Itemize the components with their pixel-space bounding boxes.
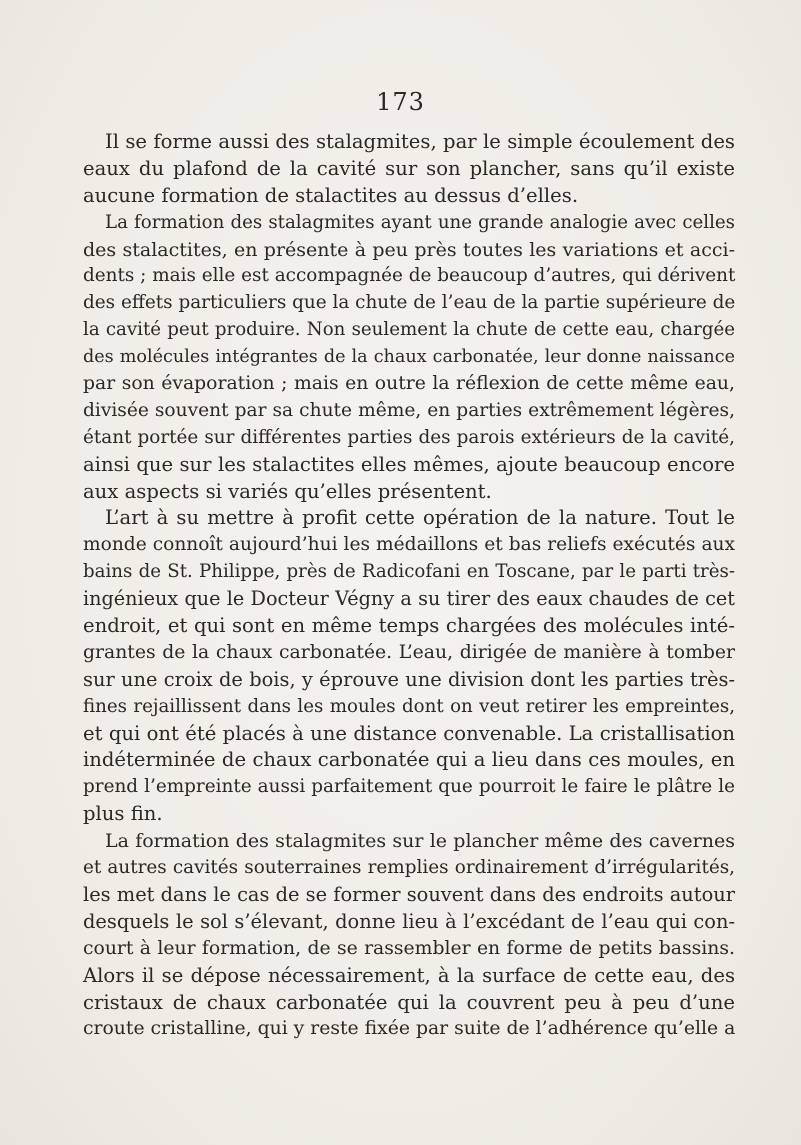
text-line: indéterminée de chaux carbonatée qui a lieu dans ces moules, en xyxy=(83,748,735,772)
text-line: la cavité peut produire. Non seulement la chute de cette eau, chargée xyxy=(83,319,735,341)
text-line: des effets particuliers que la chute de l’eau de la partie supérieure de xyxy=(83,292,736,314)
text-line: grantes de la chaux carbonatée. L’eau, dirigée de manière à tomber xyxy=(83,641,735,663)
text-line: cristaux de chaux carbonatée qui la couvrent peu à peu d’une xyxy=(83,990,735,1014)
text-line: sur une croix de bois, y éprouve une division dont les parties très- xyxy=(83,667,735,691)
body-text xyxy=(83,129,735,1043)
text-line: et autres cavités souterraines remplies ordinairement d’irrégularités, xyxy=(83,857,735,879)
text-line: par son évaporation ; mais en outre la réflexion de cette même eau, xyxy=(83,373,735,395)
text-line: aux aspects si variés qu’elles présentent. xyxy=(83,479,492,503)
text-line: croute cristalline, qui y reste fixée par suite de l’adhérence qu’elle a xyxy=(83,1018,736,1040)
text-line: monde connoît aujourd’hui les médaillons et bas reliefs exécutés aux xyxy=(83,534,735,556)
text-line: des stalactites, en présente à peu près toutes les variations et acci- xyxy=(83,238,735,261)
text-line: les met dans le cas de se former souvent dans des endroits autour xyxy=(83,882,735,906)
text-line: divisée souvent par sa chute même, en parties extrêmement légères, xyxy=(83,399,735,421)
text-line: et qui ont été placés à une distance convenable. La cristallisation xyxy=(83,721,735,745)
text-line: dents ; mais elle est accompagnée de beaucoup d’autres, qui dérivent xyxy=(83,265,736,287)
text-line: L’art à su mettre à profit cette opération de la nature. Tout le xyxy=(105,506,735,530)
text-line: des molécules intégrantes de la chaux carbonatée, leur donne naissance xyxy=(83,347,735,368)
text-line: court à leur formation, de se rassembler en forme de petits bassins. xyxy=(83,937,735,959)
text-line: fines rejaillissent dans les moules dont on veut retirer les empreintes, xyxy=(83,695,735,717)
text-line: prend l’empreinte aussi parfaitement que pourroit le faire le plâtre le xyxy=(83,776,735,798)
text-line: bains de St. Philippe, près de Radicofani en Toscane, par le parti très- xyxy=(83,561,735,583)
text-line: endroit, et qui sont en même temps chargées des molécules inté- xyxy=(83,614,735,638)
text-line: desquels le sol s’élevant, donne lieu à l’excédant de l’eau qui con- xyxy=(83,909,735,933)
text-line: plus fin. xyxy=(83,802,163,826)
text-line: aucune formation de stalactites au dessus d’elles. xyxy=(83,183,579,207)
text-line: La formation des stalagmites ayant une grande analogie avec celles xyxy=(105,211,735,233)
page-number: 173 xyxy=(376,88,425,116)
text-line: ingénieux que le Docteur Végny a su tirer des eaux chaudes de cet xyxy=(83,587,735,611)
text-line: Alors il se dépose nécessairement, à la surface de cette eau, des xyxy=(83,963,735,987)
text-line: ainsi que sur les stalactites elles mêmes, ajoute beaucoup encore xyxy=(83,452,735,476)
text-line: Il se forme aussi des stalagmites, par le simple écoulement des xyxy=(105,130,735,153)
text-line: eaux du plafond de la cavité sur son plancher, sans qu’il existe xyxy=(83,156,735,180)
text-line: étant portée sur différentes parties des parois extérieurs de la cavité, xyxy=(83,426,735,448)
text-line: La formation des stalagmites sur le plancher même des cavernes xyxy=(105,830,735,853)
